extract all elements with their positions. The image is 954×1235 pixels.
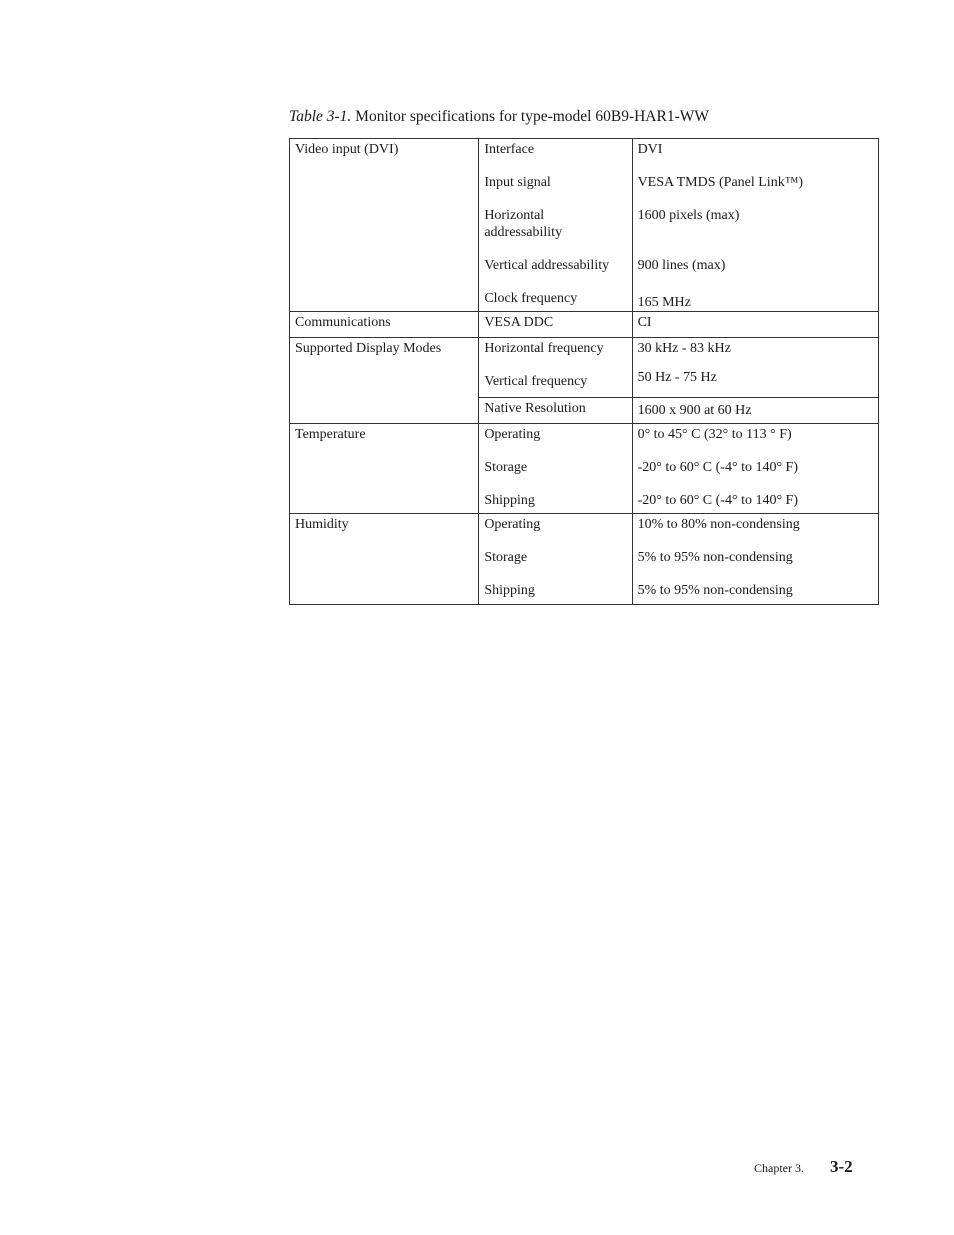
spec-name: Horizontal frequency [484,341,604,356]
spec-value: 10% to 80% non-condensing [637,517,800,532]
category-cell [290,338,479,424]
category-cell [290,139,479,312]
spec-name-cell [479,514,632,605]
category-label: Temperature [295,427,366,442]
category-cell [290,514,479,605]
spec-name: Storage [484,550,528,565]
spec-value: 1600 x 900 at 60 Hz [637,403,752,418]
spec-name: Vertical frequency [484,374,588,389]
spec-value-spacer [638,224,873,241]
category-cell [290,424,479,514]
category-label: Humidity [295,517,349,532]
spec-value: 5% to 95% non-condensing [637,550,793,565]
spec-name: Horizontal [484,208,545,223]
category-cell [290,312,479,338]
spec-name: Shipping [484,583,535,598]
spec-name: addressability [484,225,563,240]
spec-value: 1600 pixels (max) [637,208,740,223]
spec-value: 0° to 45° C (32° to 113 ° F) [637,427,792,442]
table-row-display-modes [290,338,879,398]
monitor-spec-table [289,138,879,605]
spec-value-cell [632,514,878,605]
spec-name-cell [479,398,632,424]
spec-value-cell [632,398,878,424]
spec-name: Input signal [484,175,551,190]
table-row-communications [290,312,879,338]
spec-name: Storage [484,460,528,475]
spec-value: DVI [637,142,663,157]
page-footer [754,1157,853,1177]
spec-name: Shipping [484,493,535,508]
spec-name-cell [479,424,632,514]
spec-name: VESA DDC [484,315,554,330]
spec-name-cell [479,139,632,312]
table-row-humidity [290,514,879,605]
spec-name: Vertical addressability [484,258,610,273]
category-label: Video input (DVI) [295,142,399,157]
spec-value: 165 MHz [637,295,691,310]
page-number: 3-2 [830,1157,853,1176]
spec-value: VESA TMDS (Panel Link™) [637,175,804,190]
spec-name: Native Resolution [484,401,586,416]
spec-value: 5% to 95% non-condensing [637,583,793,598]
spec-value-cell [632,139,878,312]
spec-value: -20° to 60° C (-4° to 140° F) [637,460,799,475]
spec-value: 50 Hz - 75 Hz [637,370,717,385]
spec-name: Operating [484,517,541,532]
footer-chapter: Chapter 3. [754,1161,804,1175]
spec-value-cell [632,312,878,338]
spec-value: 900 lines (max) [637,258,726,273]
spec-value: -20° to 60° C (-4° to 140° F) [637,493,799,508]
table-caption [289,108,709,126]
spec-value: 30 kHz - 83 kHz [637,341,731,356]
category-label: Communications [295,315,391,330]
spec-value-cell [632,424,878,514]
spec-name-cell [479,312,632,338]
spec-name-cell [479,338,632,398]
table-caption-label: Table 3-1. [289,108,352,125]
table-row-video-input [290,139,879,312]
category-label: Supported Display Modes [295,341,442,356]
spec-name: Interface [484,142,535,157]
table-row-temperature [290,424,879,514]
spec-value-cell [632,338,878,398]
spec-name: Operating [484,427,541,442]
spec-value: CI [637,315,652,330]
table-caption-text: Monitor specifications for type-model 60B9-HAR1-WW [351,108,710,125]
spec-name: Clock frequency [484,291,578,306]
